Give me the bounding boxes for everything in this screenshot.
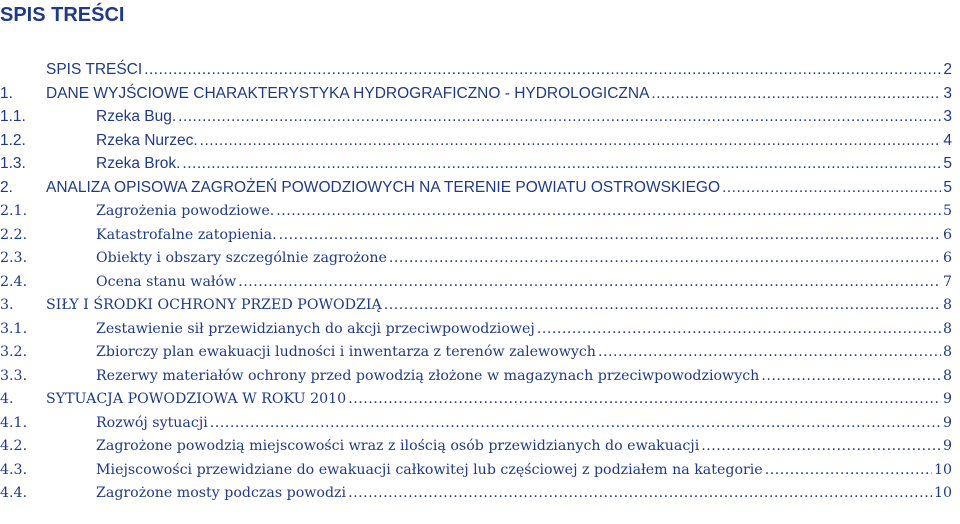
toc-entry-3[interactable] (0, 294, 960, 318)
toc-entry-number: 4.1. (0, 414, 28, 431)
toc-entry-title[interactable]: SIŁY I ŚRODKI OCHRONY PRZED POWODZIĄ (46, 297, 382, 313)
toc-entry-page: 8 (942, 367, 952, 384)
toc-leader-dots (384, 294, 941, 316)
toc-entry-number: 3.2. (0, 344, 28, 360)
toc-entry-1-2[interactable] (0, 130, 960, 154)
toc-leader-dots (651, 83, 941, 105)
toc-entry-title[interactable]: Zestawienie sił przewidzianych do akcji przeciwpowodziowej (96, 320, 535, 337)
toc-entry-page: 10 (933, 461, 952, 478)
toc-entry-3-3[interactable] (0, 365, 960, 389)
toc-entry-2-1[interactable] (0, 200, 960, 224)
toc-entry-page: 5 (943, 155, 952, 172)
toc-leader-dots (389, 247, 941, 269)
toc-leader-dots (537, 318, 941, 340)
toc-leader-dots (182, 153, 941, 175)
toc-entry-4-3[interactable] (0, 459, 960, 483)
toc-entry-page: 8 (942, 320, 952, 337)
toc-entry-number: 4.3. (0, 461, 28, 478)
toc-entry-page: 5 (943, 178, 952, 196)
toc-leader-dots (701, 435, 941, 457)
toc-entry-number: 1. (0, 84, 13, 102)
toc-leader-dots (178, 106, 941, 128)
toc-entry-page: 9 (942, 438, 952, 454)
toc-leader-dots (598, 341, 941, 363)
toc-entry-4-2[interactable] (0, 435, 960, 459)
toc-entry-title[interactable]: Miejscowości przewidziane do ewakuacji całkowitej lub częściowej z podziałem na kategorie (96, 461, 763, 478)
toc-entry-page: 8 (942, 344, 952, 360)
toc-entry-title[interactable]: Obiekty i obszary szczególnie zagrożone (96, 250, 387, 266)
toc-entry-2-2[interactable] (0, 224, 960, 248)
toc-entry-number: 1.3. (0, 155, 26, 172)
toc-entry-title[interactable]: Ocena stanu wałów (96, 273, 237, 290)
toc-entry-4-1[interactable] (0, 412, 960, 436)
toc-entry-number: 2.4. (0, 273, 28, 290)
toc-entry-number: 4.4. (0, 485, 28, 501)
toc-entry-1[interactable] (0, 83, 960, 107)
toc-entry-title[interactable]: Rezerwy materiałów ochrony przed powodzią złożone w magazynach przeciwpowodziowych (96, 367, 760, 384)
toc-leader-dots (761, 365, 941, 387)
toc-entry-number: 2.3. (0, 250, 28, 266)
toc-entry-2-4[interactable] (0, 271, 960, 295)
toc-entry-4-4[interactable] (0, 482, 960, 506)
toc-entry-3-2[interactable] (0, 341, 960, 365)
toc-leader-dots (144, 59, 941, 81)
toc-leader-dots (348, 388, 941, 410)
toc-entry-title[interactable]: ANALIZA OPISOWA ZAGROŻEŃ POWODZIOWYCH NA TERENIE POWIATU OSTROWSKIEGO (46, 178, 721, 196)
toc-entry-title[interactable]: Rzeka Bug. (96, 108, 177, 125)
toc-entry-number: 1.2. (0, 131, 26, 149)
toc-entry-2-3[interactable] (0, 247, 960, 271)
toc-entry-number: 3.1. (0, 320, 28, 337)
toc-entry-page: 4 (943, 131, 952, 149)
toc-entry-page: 10 (933, 485, 952, 501)
toc-entry-title[interactable]: Rzeka Brok. (96, 155, 181, 172)
toc-leader-dots (276, 200, 941, 222)
toc-entry-page: 6 (942, 226, 952, 243)
toc-leader-dots (200, 130, 942, 152)
toc-entry-4[interactable] (0, 388, 960, 412)
toc-entry-title[interactable]: SYTUACJA POWODZIOWA W ROKU 2010 (46, 391, 347, 407)
toc-entry-page: 8 (942, 297, 952, 313)
toc-leader-dots (238, 271, 941, 293)
toc-entry-number: 4. (0, 391, 14, 407)
toc-leader-dots (279, 224, 941, 246)
toc-entry-number: 3. (0, 297, 14, 313)
toc-entry-spis-tresci[interactable] (0, 59, 960, 83)
toc-entry-title[interactable]: Zagrożone powodzią miejscowości wraz z ilością osób przewidzianych do ewakuacji (96, 438, 700, 454)
toc-entry-number: 2.1. (0, 203, 28, 219)
toc-entry-page: 9 (942, 414, 952, 431)
toc-entry-page: 3 (943, 108, 952, 125)
toc-entry-number: 4.2. (0, 438, 28, 454)
toc-entry-page: 5 (942, 203, 952, 219)
toc-entry-page: 7 (942, 273, 952, 290)
toc-entry-title[interactable]: Katastrofalne zatopienia. (96, 226, 277, 243)
toc-leader-dots (765, 459, 932, 481)
toc-entry-title[interactable]: Rozwój sytuacji (96, 414, 208, 431)
toc-entry-title[interactable]: Zbiorczy plan ewakuacji ludności i inwentarza z terenów zalewowych (96, 344, 596, 360)
toc-entry-title[interactable]: Rzeka Nurzec. (96, 131, 198, 149)
page-title: SPIS TREŚCI (0, 4, 125, 26)
toc-entry-number: 1.1. (0, 108, 26, 125)
toc-entry-title[interactable]: Zagrożone mosty podczas powodzi (96, 485, 347, 501)
toc-entry-2[interactable] (0, 177, 960, 201)
toc-entry-title[interactable]: Zagrożenia powodziowe. (96, 203, 275, 219)
toc-entry-3-1[interactable] (0, 318, 960, 342)
toc-entry-title[interactable]: SPIS TREŚCI (46, 61, 143, 78)
toc-entry-number: 2. (0, 178, 13, 196)
toc-leader-dots (722, 177, 941, 199)
toc-entry-number: 3.3. (0, 367, 28, 384)
toc-entry-1-3[interactable] (0, 153, 960, 177)
toc-entry-page: 9 (942, 391, 952, 407)
toc-entry-page: 6 (942, 250, 952, 266)
toc-entry-number: 2.2. (0, 226, 28, 243)
toc-entry-title[interactable]: DANE WYJŚCIOWE CHARAKTERYSTYKA HYDROGRAFICZNO - HYDROLOGICZNA (46, 84, 650, 102)
toc-leader-dots (210, 412, 941, 434)
toc-entry-1-1[interactable] (0, 106, 960, 130)
toc-leader-dots (348, 482, 932, 504)
toc-entry-page: 3 (943, 84, 952, 102)
toc-entry-page: 2 (943, 61, 952, 78)
